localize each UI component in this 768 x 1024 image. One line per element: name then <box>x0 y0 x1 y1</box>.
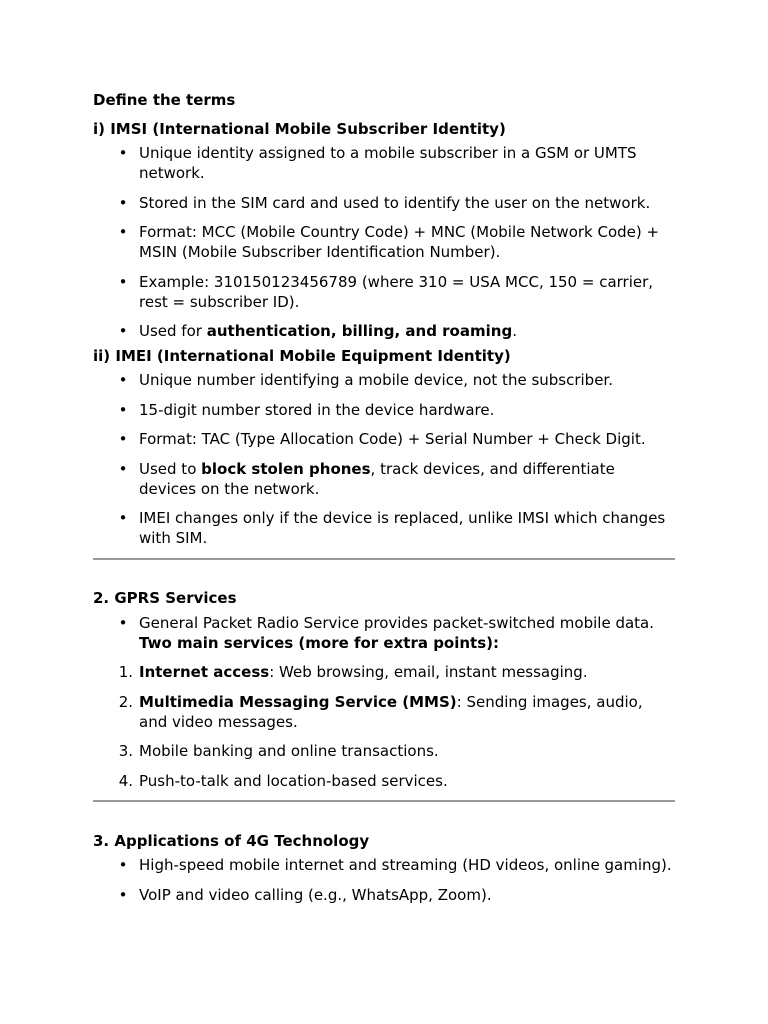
list-item-text: Stored in the SIM card and used to identify the user on the network. <box>139 193 651 212</box>
list-item-text: Example: 310150123456789 (where 310 = USA MCC, 150 = carrier, rest = subscriber ID). <box>139 272 654 311</box>
bullet-icon: • <box>118 322 128 340</box>
bullet-icon: • <box>118 885 128 904</box>
list-item-text: Unique identity assigned to a mobile subscriber in a GSM or UMTS network. <box>139 144 637 182</box>
list-item <box>93 400 675 420</box>
list-item <box>93 613 675 653</box>
list-item <box>93 143 675 183</box>
bullet-icon: • <box>118 223 128 241</box>
list-item <box>93 885 675 905</box>
list-item <box>93 855 675 875</box>
list-item-text: General Packet Radio Service provides packet-switched mobile data. <box>139 613 654 632</box>
bullet-icon: • <box>118 459 128 478</box>
bullet-icon: • <box>118 272 128 291</box>
list-item-text: : Sending images, audio, and video messages. <box>139 692 643 731</box>
bullet-icon: • <box>118 144 128 162</box>
list-item <box>93 272 675 312</box>
list-item-prefix: Used for <box>139 322 207 340</box>
list-item-bold: Multimedia Messaging Service (MMS) <box>139 692 457 711</box>
list-item <box>93 193 675 213</box>
list-item-bold: Internet access <box>139 663 270 681</box>
list-item-bold: Two main services (more for extra points): <box>139 633 500 652</box>
list-item <box>93 508 675 548</box>
list-item-text: IMEI changes only if the device is replaced, unlike IMSI which changes with SIM. <box>139 509 666 547</box>
list-item <box>93 771 675 791</box>
list-item-suffix: , track devices, and differentiate devices on the network. <box>139 459 615 498</box>
list-item <box>93 692 675 732</box>
list-item-text: : Web browsing, email, instant messaging. <box>269 663 588 681</box>
list-item <box>93 459 675 499</box>
list-item <box>93 370 675 390</box>
list-item-text: VoIP and video calling (e.g., WhatsApp, Zoom). <box>139 885 492 904</box>
list-item-text: Mobile banking and online transactions. <box>139 742 439 760</box>
list-item-prefix: Used to <box>139 459 202 478</box>
fourg-list <box>93 855 675 905</box>
list-number: 2. <box>118 692 133 711</box>
bullet-icon: • <box>118 371 128 389</box>
bullet-icon: • <box>118 400 128 419</box>
list-item-text: Unique number identifying a mobile device, not the subscriber. <box>139 371 613 389</box>
list-item <box>93 662 675 682</box>
fourg-section-title: 3. Applications of 4G Technology <box>93 831 370 850</box>
list-item-text: Format: MCC (Mobile Country Code) + MNC (Mobile Network Code) + MSIN (Mobile Subscriber Identification Number). <box>139 223 660 261</box>
list-item-text: Push-to-talk and location-based services. <box>139 771 448 790</box>
gprs-services-list <box>93 662 675 791</box>
list-number: 3. <box>118 742 133 760</box>
gprs-intro-list <box>93 613 675 653</box>
imsi-heading: i) IMSI (International Mobile Subscriber Identity) <box>93 119 506 138</box>
bullet-icon: • <box>118 430 128 448</box>
bullet-icon: • <box>118 193 128 212</box>
list-item-text: 15-digit number stored in the device hardware. <box>139 400 495 419</box>
list-number: 4. <box>118 771 133 790</box>
section-divider <box>93 800 675 802</box>
section-divider <box>93 558 675 560</box>
list-number: 1. <box>118 663 133 681</box>
list-item <box>93 222 675 262</box>
list-item <box>93 429 675 449</box>
list-item <box>93 741 675 761</box>
list-item-suffix: . <box>512 322 517 340</box>
bullet-icon: • <box>118 856 128 874</box>
imei-list <box>93 370 675 548</box>
list-item-text: Format: TAC (Type Allocation Code) + Serial Number + Check Digit. <box>139 430 646 448</box>
gprs-section-title: 2. GPRS Services <box>93 589 237 607</box>
imei-heading: ii) IMEI (International Mobile Equipment Identity) <box>93 346 511 365</box>
document-title: Define the terms <box>93 90 236 109</box>
bullet-icon: • <box>118 613 128 632</box>
bullet-icon: • <box>118 509 128 527</box>
list-item-bold: block stolen phones <box>201 459 371 478</box>
imsi-list <box>93 143 675 341</box>
list-item-bold: authentication, billing, and roaming <box>206 322 513 340</box>
list-item <box>93 321 675 341</box>
list-item-text: High-speed mobile internet and streaming (HD videos, online gaming). <box>139 856 672 874</box>
